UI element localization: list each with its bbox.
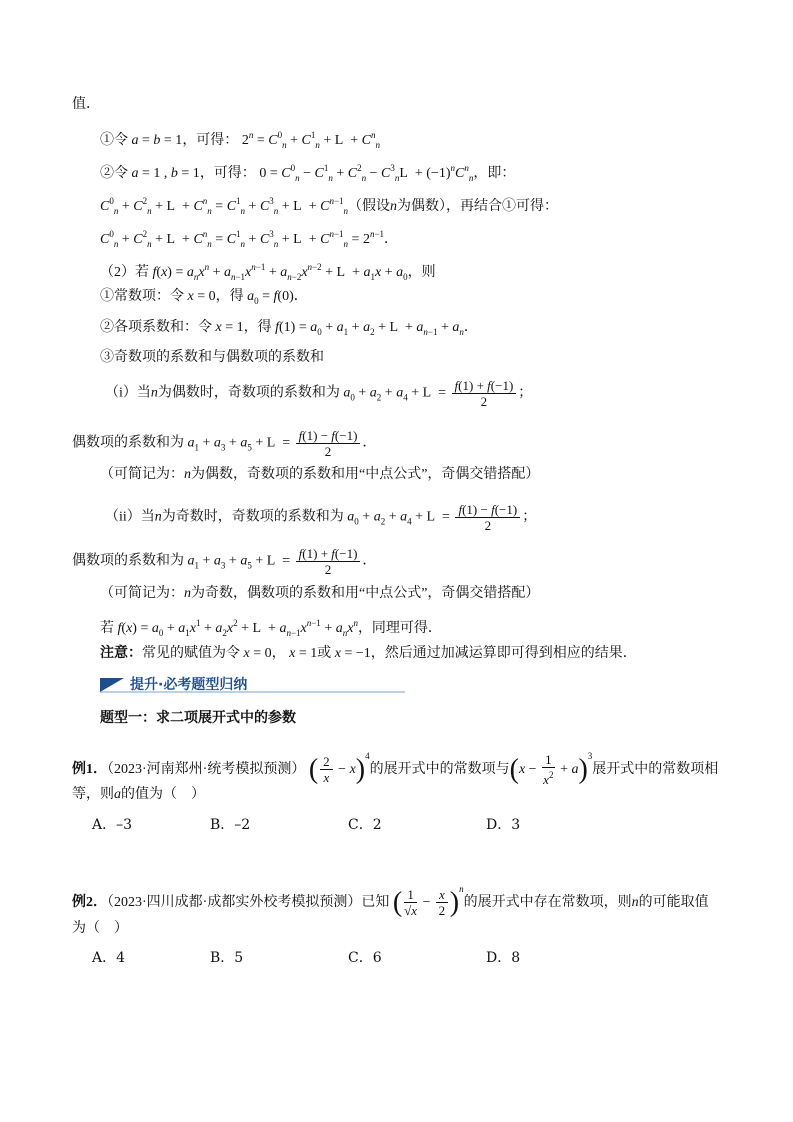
formula-line-4: $C^0_n + C^2_n + L + C^n_n = C^1_n + C^3_n + L + C^{n-1}_n = 2^{n-1}$． <box>100 229 399 249</box>
example-1-option-b[interactable]: B．–2 <box>210 817 251 833</box>
formula-line-7: ②各项系数和：令 x = 1，得 $f(1) = a_0 + a_1 + a_2 + L + a_{n-1} + a_n$． <box>100 320 478 337</box>
text-line: （可简记为：n为奇数，偶数项的系数和用“中点公式”，奇偶交错搭配） <box>100 586 540 601</box>
formula-line-1: ①令 a = b = 1，可得： $2^n = C^0_n + C^1_n + L + C^n_n$ <box>100 130 380 150</box>
text-line: （可简记为：n为偶数，奇数项的系数和用“中点公式”，奇偶交错搭配） <box>100 467 540 482</box>
banner-marker <box>100 678 124 692</box>
example-2-option-b[interactable]: B．5 <box>210 950 244 966</box>
formula-line-12: 若 $f(x) = a_0 + a_1x^1 + a_2x^2 + L + a_{n-1}x^{n-1} + a_nx^n$，同理可得． <box>100 618 442 638</box>
example-2-option-c[interactable]: C．6 <box>348 950 382 966</box>
text-line: ③奇数项的系数和与偶数项的系数和 <box>100 349 324 365</box>
formula-line-8: （i）当n为偶数时，奇数项的系数和为 $a_0 + a_2 + a_4 + L$ = $\frac{f(1) + f(-1)}{2}$ ； <box>105 378 533 409</box>
formula-line-3: $C^0_n + C^2_n + L + C^n_n = C^1_n + C^3_n + L + C^{n-1}_n$（假设n为偶数），再结合①可得： <box>100 196 559 216</box>
example-2-line-1: 例2．（2023·四川成都·成都实外校考模拟预测）已知 ( $\frac{1}{√x}$ − $\frac{x}{2}$ )$^n$的展开式中存在常数项，则n的可能取值 <box>72 884 709 919</box>
text-fragment: 值． <box>72 96 100 112</box>
banner-title: 提升·必考题型归纳 <box>130 677 248 693</box>
example-2-option-a[interactable]: A．4 <box>92 950 126 966</box>
example-1-option-a[interactable]: A．–3 <box>92 817 133 833</box>
formula-line-2: ②令 a = 1 , b = 1，可得： $0 = C^0_n - C^1_n + C^2_n - C^3_nL + (-1)^nC^n_n$，即： <box>100 163 516 183</box>
formula-line-5: （2）若 $f(x) = a_nx^n + a_{n-1}x^{n-1} + a_{n-2}x^{n-2} + L + a_1x + a_0$，则 <box>100 262 436 282</box>
formula-line-10: （ii）当n为奇数时，奇数项的系数和为 $a_0 + a_2 + a_4 + L$ = $\frac{f(1) - f(-1)}{2}$ ； <box>105 502 537 533</box>
example-1-option-c[interactable]: C．2 <box>348 817 382 833</box>
example-1-option-d[interactable]: D．3 <box>486 817 521 833</box>
formula-line-11: 偶数项的系数和为 $a_1 + a_3 + a_5 + L$ = $\frac{f(1) + f(-1)}{2}$ ． <box>72 546 377 577</box>
text-line <box>72 94 100 114</box>
note-line: 注意：常见的赋值为令 x = 0， x = 1或 x = −1，然后通过加减运算即可得到相应的结果． <box>100 646 637 661</box>
formula-line-6: ①常数项：令 x = 0，得 $a_0 = f(0)$． <box>100 289 308 306</box>
example-2-line-2: 为（ ） <box>72 920 128 936</box>
example-1-line-1: 例1．（2023·河南郑州·统考模拟预测） ( $\frac{2}{x}$ − x)$^4$的展开式中的常数项与(x − $\frac{1}{x^2}$ + a)$^3$展开式中的常数项相 <box>72 751 719 788</box>
section-banner <box>100 676 405 696</box>
formula-line-9: 偶数项的系数和为 $a_1 + a_3 + a_5 + L$ = $\frac{f(1) - f(-1)}{2}$ ． <box>72 428 377 459</box>
section-title: 题型一：求二项展开式中的参数 <box>100 710 296 726</box>
example-1-line-2: 等，则a的值为（ ） <box>72 787 205 802</box>
example-2-option-d[interactable]: D．8 <box>486 950 521 966</box>
